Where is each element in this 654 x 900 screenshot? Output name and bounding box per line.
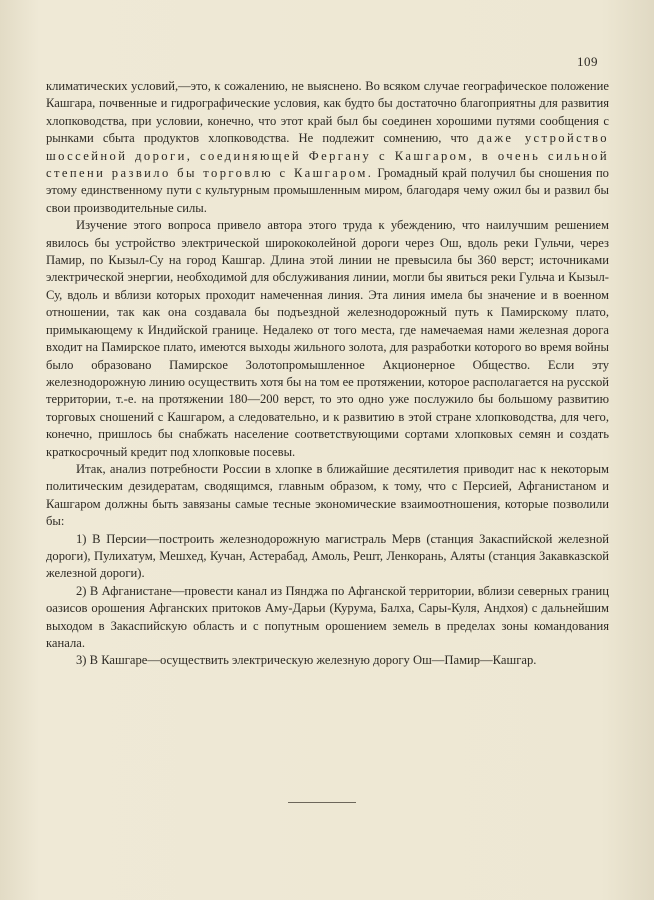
paragraph-text: климатических условий,—это, к сожалению, не выяснено. Во всяком случае географическое положение Кашгара, почвенные и гидрографические условия, как будто бы достаточно благоприятны для развития хлопководства, при условии, конечно, что этот край был бы соединен хорошими путями сообщения с рынками сбыта продуктов хлопководства. Не подлежит сомнению, что bbox=[46, 79, 609, 146]
paragraph-electric-railway: Изучение этого вопроса привело автора этого труда к убеждению, что наилучшим решением явилось бы устройство электрической ширококолейной дороги через Ош, вдоль реки Гульчи, через Памир, по Кызыл-Су на город Кашгар. Длина этой линии не превысила бы 360 верст; источниками электрической энергии, необходимой для обслуживания линии, могли бы явиться реки Гульча и Кызыл-Су, вдоль и вблизи которых проходит намеченная линия. Эта линия имела бы значение и в военном отношении, так как она создавала бы подъездной железнодорожный путь к Памирскому плато, примыкающему к Индийской границе. Недалеко от того места, где намечаемая нами железная дорога входит на Памирское плато, имеются выходы жильного золота, для разработки которого во время войны было образовано Памирское Золотопромышленное Акционерное Общество. Если эту железнодорожную линию осуществить хотя бы на том ее протяжении, которое располагается на русской территории, т.-е. на протяжении 180—200 верст, то это одно уже послужило бы большому развитию торговых сношений с Кашгаром, а следовательно, и к развитию в этой стране хлопководства, для чего, конечно, пришлось бы снабжать население соответствующими сортами хлопковых семян и создать краткосрочный кредит под хлопковые посевы. bbox=[46, 218, 609, 459]
paragraph-text: Громадный край получил бы сношения по этому единственному пути с культурным промышленным миром, благодаря чему ожил бы и развил бы свои производительные силы. bbox=[46, 166, 609, 215]
body-text bbox=[46, 78, 609, 670]
paragraph-conclusion: Итак, анализ потребности России в хлопке в ближайшие десятилетия приводит нас к некоторым политическим дезидератам, сводящимся, главным образом, к тому, что с Персией, Афганистаном и Кашгаром должны быть завязаны самые тесные экономические взаимоотношения, которые позволили бы: bbox=[46, 461, 609, 529]
page-number: 109 bbox=[577, 54, 598, 69]
list-item-persia: 1) В Персии—построить железнодорожную магистраль Мерв (станция Закаспийской железной дороги), Пулихатум, Мешхед, Кучан, Астерабад, Амоль, Решт, Ленкорань, Аляты (станция Закавказской железной дороги). bbox=[46, 531, 609, 581]
section-divider bbox=[288, 802, 356, 803]
list-item-afghanistan: 2) В Афганистане—провести канал из Пянджа по Афганской территории, вблизи северных границ оазисов орошения Афганских притоков Аму-Дарьи (Курума, Балха, Сары-Куля, Андхоя) с дальнейшим выходом в Закаспийскую область и с попутным орошением земель в пределах зоны командования канала. bbox=[46, 583, 609, 650]
emphasized-text: даже устройство шоссейной дороги, соединяющей Фергану с Кашгаром, в очень сильной степени развило бы торговлю с Кашгаром. bbox=[46, 131, 609, 181]
paragraph-kashgar-conditions bbox=[46, 78, 609, 217]
list-item-kashgar: 3) В Кашгаре—осуществить электрическую железную дорогу Ош—Памир—Кашгар. bbox=[76, 653, 537, 668]
